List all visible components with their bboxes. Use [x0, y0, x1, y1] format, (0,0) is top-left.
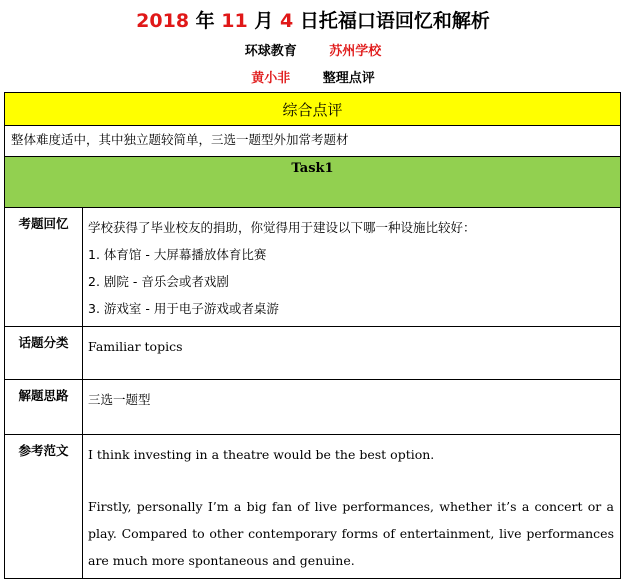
option-item: 3. 游戏室 - 用于电子游戏或者桌游 [88, 301, 279, 316]
category-text: Familiar topics [88, 339, 183, 354]
analysis-table [4, 92, 621, 579]
question-cell [83, 208, 621, 327]
sample-paragraph: Firstly, personally I’m a big fan of live performances, whether it’s a concert or a play. Compared to other contemporary forms of entertainment, live performances are much more spontaneous and genuine. [88, 499, 614, 568]
title-day: 4 [279, 10, 294, 32]
title-year-suffix: 年 [189, 10, 222, 32]
overview-heading: 综合点评 [5, 93, 621, 126]
byline-author: 黄小非 [251, 71, 291, 86]
task-heading [5, 157, 621, 208]
byline-author-row [0, 67, 626, 86]
approach-cell [83, 380, 621, 435]
option-item: 1. 体育馆 - 大屏幕播放体育比赛 [88, 247, 267, 262]
category-label: 话题分类 [5, 327, 83, 380]
byline-org-row [0, 40, 626, 59]
task-name: Task1 [291, 161, 334, 176]
byline-role: 整理点评 [322, 71, 375, 86]
title-month: 11 [221, 10, 248, 32]
sample-cell [83, 435, 621, 579]
sample-label: 参考范文 [5, 435, 83, 579]
title-day-suffix: 日托福口语回忆和解析 [293, 10, 490, 32]
sample-paragraph: I think investing in a theatre would be the best option. [88, 447, 435, 462]
title-year: 2018 [136, 10, 190, 32]
overview-summary: 整体难度适中，其中独立题较简单，三选一题型外加常考题材 [5, 126, 621, 157]
option-item: 2. 剧院 - 音乐会或者戏剧 [88, 274, 229, 289]
approach-label: 解题思路 [5, 380, 83, 435]
approach-text: 三选一题型 [88, 392, 151, 407]
byline-school: 苏州学校 [329, 44, 382, 59]
question-text: 学校获得了毕业校友的捐助，你觉得用于建设以下哪一种设施比较好： [88, 220, 476, 235]
byline-org: 环球教育 [244, 44, 297, 59]
category-cell [83, 327, 621, 380]
question-label: 考题回忆 [5, 208, 83, 327]
document-title [0, 6, 626, 33]
title-month-suffix: 月 [247, 10, 280, 32]
